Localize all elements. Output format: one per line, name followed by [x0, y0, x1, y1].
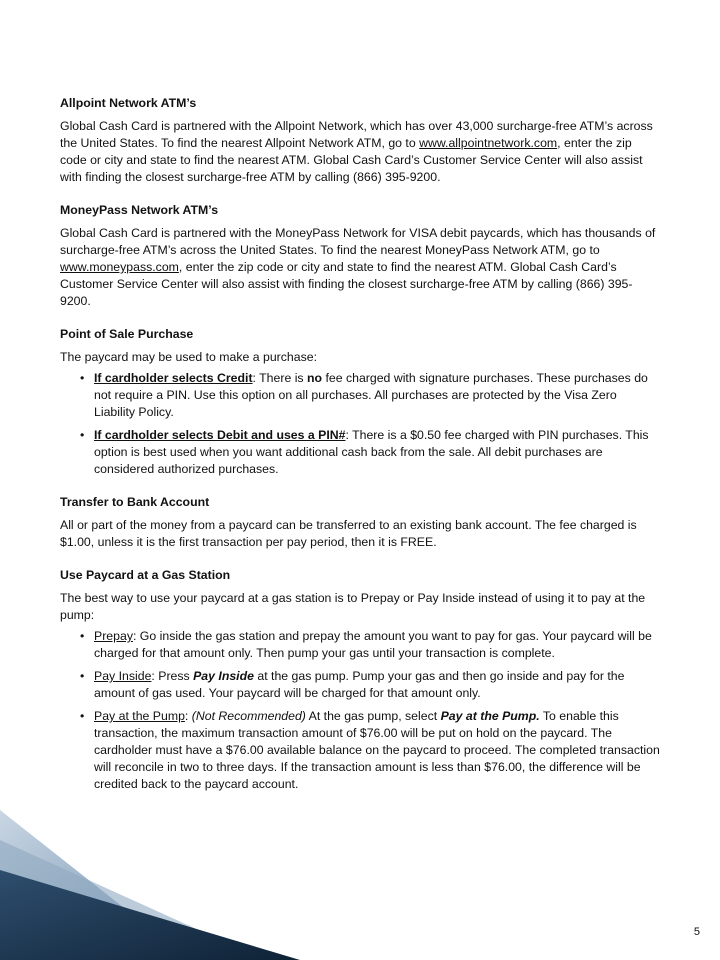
- pay-at-pump-note: (Not Recommended): [191, 709, 306, 723]
- allpoint-heading: Allpoint Network ATM’s: [60, 96, 197, 110]
- bullet-icon: •: [80, 428, 85, 442]
- pay-at-pump-text-c: To enable this transaction, the maximum transaction amount of $76.00 will be put on hold on the paycard. The cardholder must have a $76.00 available balance on the paycard to proceed. The completed transaction will reconcile in two to three days. If the transaction amount is less than $76.00, the difference will be credited back to the paycard account.: [94, 709, 660, 791]
- bullet-icon: •: [80, 371, 85, 385]
- credit-text-b: fee charged with signature purchases. These purchases do not require a PIN. Use this option on all purchases. All purchases are protected by the Visa Zero Liability Policy.: [94, 371, 648, 419]
- pos-heading: Point of Sale Purchase: [60, 327, 194, 341]
- section-point-of-sale: [60, 326, 660, 478]
- bullet-icon: •: [80, 669, 85, 683]
- pay-inside-emphasis: Pay Inside: [193, 669, 254, 683]
- transfer-heading: Transfer to Bank Account: [60, 495, 210, 509]
- credit-text-a: : There is: [252, 371, 307, 385]
- moneypass-text-1: Global Cash Card is partnered with the MoneyPass Network for VISA debit paycards, which has thousands of surcharge-free ATM’s across the United States. To find the nearest MoneyPass Network ATM, go to: [60, 226, 656, 257]
- pay-at-pump-text-b: At the gas pump, select: [305, 709, 441, 723]
- bullet-icon: •: [80, 709, 85, 723]
- allpoint-paragraph: [60, 118, 660, 186]
- allpoint-link[interactable]: www.allpointnetwork.com: [419, 136, 558, 150]
- moneypass-text-2: , enter the zip code or city and state to find the nearest ATM. Global Cash Card’s Customer Service Center will also assist with finding the closest surcharge-free ATM by calling (866) 395-9200.: [60, 260, 633, 308]
- moneypass-heading: MoneyPass Network ATM’s: [60, 203, 219, 217]
- prepay-term: Prepay: [94, 629, 133, 643]
- pay-inside-term: Pay Inside: [94, 669, 152, 683]
- transfer-paragraph: All or part of the money from a paycard can be transferred to an existing bank account. The fee charged is $1.00, unless it is the first transaction per pay period, then it is FREE.: [60, 518, 637, 549]
- credit-no: no: [307, 371, 323, 385]
- section-transfer: [60, 494, 660, 551]
- pay-at-pump-emphasis: Pay at the Pump.: [440, 709, 540, 723]
- section-allpoint: [60, 95, 660, 186]
- pos-list: [60, 370, 660, 478]
- document-body: [60, 95, 660, 809]
- decoration-dark-shape: [0, 870, 300, 960]
- pos-intro: The paycard may be used to make a purchase:: [60, 350, 318, 364]
- list-item-credit: [80, 370, 660, 421]
- prepay-text: : Go inside the gas station and prepay the amount you want to pay for gas. Your paycard will be charged for that amount only. Then pump your gas until your transaction is complete.: [94, 629, 652, 660]
- corner-decoration: [0, 800, 300, 960]
- debit-text: : There is a $0.50 fee charged with PIN purchases. This option is best used when you want additional cash back from the sale. All debit purchases are considered authorized purchases.: [94, 428, 649, 476]
- debit-term: If cardholder selects Debit and uses a PIN#: [94, 428, 346, 442]
- page-number: 5: [693, 926, 700, 938]
- moneypass-paragraph: [60, 225, 660, 310]
- list-item-debit: [80, 427, 660, 478]
- allpoint-text-2: , enter the zip code or city and state to find the nearest ATM. Global Cash Card’s Customer Service Center will also assist with finding the closest surcharge-free ATM by calling (866) 395-9200.: [60, 136, 643, 184]
- list-item-prepay: [80, 628, 660, 662]
- gas-list: [60, 628, 660, 793]
- pay-at-pump-term: Pay at the Pump: [94, 709, 185, 723]
- section-moneypass: [60, 202, 660, 310]
- credit-term: If cardholder selects Credit: [94, 371, 253, 385]
- pay-at-pump-text-a: :: [184, 709, 192, 723]
- list-item-pay-at-pump: [80, 708, 660, 793]
- section-gas-station: [60, 567, 660, 793]
- allpoint-text-1: Global Cash Card is partnered with the Allpoint Network, which has over 43,000 surcharge-free ATM’s across the United States. To find the nearest Allpoint Network ATM, go to: [60, 119, 653, 150]
- gas-heading: Use Paycard at a Gas Station: [60, 568, 231, 582]
- bullet-icon: •: [80, 629, 85, 643]
- gas-intro: The best way to use your paycard at a gas station is to Prepay or Pay Inside instead of using it to pay at the pump:: [60, 591, 646, 622]
- pay-inside-text-b: at the gas pump. Pump your gas and then go inside and pay for the amount of gas used. Your paycard will be charged for that amount only.: [94, 669, 625, 700]
- list-item-pay-inside: [80, 668, 660, 702]
- pay-inside-text-a: : Press: [151, 669, 194, 683]
- moneypass-link[interactable]: www.moneypass.com: [60, 260, 179, 274]
